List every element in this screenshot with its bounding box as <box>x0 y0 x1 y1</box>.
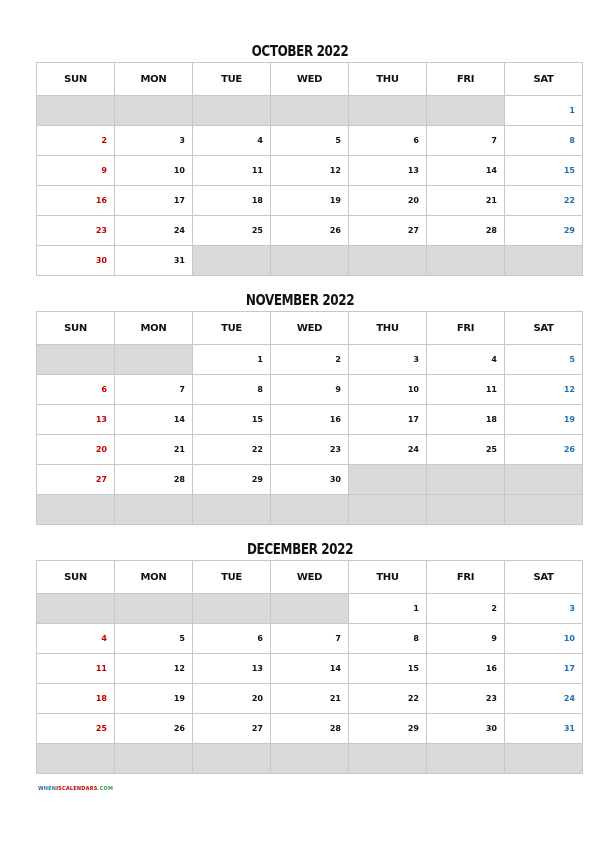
day-cell: 10 <box>505 624 583 654</box>
day-cell: 17 <box>115 186 193 216</box>
week-row <box>37 405 583 435</box>
day-cell: 12 <box>271 156 349 186</box>
empty-day-cell <box>427 495 505 525</box>
day-cell: 7 <box>427 126 505 156</box>
empty-day-cell <box>271 495 349 525</box>
day-cell: 11 <box>37 654 115 684</box>
day-cell: 27 <box>37 465 115 495</box>
week-row <box>37 246 583 276</box>
empty-day-cell <box>505 246 583 276</box>
day-cell: 21 <box>271 684 349 714</box>
day-cell: 4 <box>37 624 115 654</box>
day-cell: 5 <box>271 126 349 156</box>
day-cell: 9 <box>271 375 349 405</box>
day-cell: 9 <box>37 156 115 186</box>
weekday-header: FRI <box>427 312 505 345</box>
weekday-header: SUN <box>37 63 115 96</box>
empty-day-cell <box>349 465 427 495</box>
day-cell: 20 <box>349 186 427 216</box>
day-cell: 18 <box>37 684 115 714</box>
week-row <box>37 495 583 525</box>
day-cell: 28 <box>115 465 193 495</box>
brand-part-1: WHEN <box>38 786 57 792</box>
day-cell: 22 <box>505 186 583 216</box>
day-cell: 5 <box>115 624 193 654</box>
day-cell: 24 <box>115 216 193 246</box>
day-cell: 3 <box>505 594 583 624</box>
day-cell: 7 <box>271 624 349 654</box>
empty-day-cell <box>271 744 349 774</box>
day-cell: 29 <box>505 216 583 246</box>
empty-day-cell <box>115 744 193 774</box>
week-row <box>37 345 583 375</box>
day-cell: 26 <box>505 435 583 465</box>
day-cell: 3 <box>349 345 427 375</box>
day-cell: 2 <box>427 594 505 624</box>
day-cell: 18 <box>193 186 271 216</box>
weekday-header-row <box>37 312 583 345</box>
weekday-header: SAT <box>505 561 583 594</box>
empty-day-cell <box>193 495 271 525</box>
weekday-header: FRI <box>427 63 505 96</box>
empty-day-cell <box>505 495 583 525</box>
day-cell: 6 <box>349 126 427 156</box>
day-cell: 31 <box>115 246 193 276</box>
day-cell: 10 <box>349 375 427 405</box>
day-cell: 16 <box>37 186 115 216</box>
week-row <box>37 744 583 774</box>
day-cell: 4 <box>193 126 271 156</box>
empty-day-cell <box>193 96 271 126</box>
week-row <box>37 96 583 126</box>
day-cell: 13 <box>349 156 427 186</box>
weekday-header: WED <box>271 312 349 345</box>
empty-day-cell <box>193 744 271 774</box>
weekday-header: THU <box>349 312 427 345</box>
month-december <box>36 538 575 774</box>
day-cell: 21 <box>427 186 505 216</box>
day-cell: 24 <box>349 435 427 465</box>
day-cell: 23 <box>37 216 115 246</box>
weekday-header: TUE <box>193 312 271 345</box>
day-cell: 13 <box>193 654 271 684</box>
day-cell: 18 <box>427 405 505 435</box>
week-row <box>37 375 583 405</box>
day-cell: 28 <box>271 714 349 744</box>
empty-day-cell <box>37 96 115 126</box>
day-cell: 27 <box>193 714 271 744</box>
empty-day-cell <box>115 96 193 126</box>
day-cell: 1 <box>193 345 271 375</box>
day-cell: 8 <box>505 126 583 156</box>
week-row <box>37 435 583 465</box>
day-cell: 17 <box>505 654 583 684</box>
day-cell: 1 <box>349 594 427 624</box>
day-cell: 15 <box>349 654 427 684</box>
week-row <box>37 594 583 624</box>
empty-day-cell <box>271 96 349 126</box>
day-cell: 5 <box>505 345 583 375</box>
day-cell: 14 <box>271 654 349 684</box>
day-cell: 27 <box>349 216 427 246</box>
weekday-header: MON <box>115 561 193 594</box>
day-cell: 8 <box>193 375 271 405</box>
week-row <box>37 624 583 654</box>
weekday-header: WED <box>271 561 349 594</box>
day-cell: 19 <box>115 684 193 714</box>
month-october <box>36 40 575 276</box>
empty-day-cell <box>427 246 505 276</box>
day-cell: 1 <box>505 96 583 126</box>
empty-day-cell <box>427 744 505 774</box>
week-row <box>37 186 583 216</box>
day-cell: 2 <box>37 126 115 156</box>
day-cell: 19 <box>505 405 583 435</box>
day-cell: 16 <box>427 654 505 684</box>
empty-day-cell <box>37 345 115 375</box>
calendar-grid <box>36 62 583 276</box>
day-cell: 7 <box>115 375 193 405</box>
weekday-header: THU <box>349 63 427 96</box>
day-cell: 13 <box>37 405 115 435</box>
week-row <box>37 465 583 495</box>
week-row <box>37 156 583 186</box>
day-cell: 25 <box>427 435 505 465</box>
day-cell: 10 <box>115 156 193 186</box>
empty-day-cell <box>37 495 115 525</box>
weekday-header: MON <box>115 63 193 96</box>
month-title: NOVEMBER 2022 <box>245 291 355 309</box>
week-row <box>37 216 583 246</box>
weekday-header: FRI <box>427 561 505 594</box>
brand-part-3: .COM <box>97 786 114 792</box>
day-cell: 30 <box>37 246 115 276</box>
day-cell: 28 <box>427 216 505 246</box>
day-cell: 15 <box>193 405 271 435</box>
day-cell: 4 <box>427 345 505 375</box>
day-cell: 25 <box>193 216 271 246</box>
month-title: DECEMBER 2022 <box>246 540 354 558</box>
day-cell: 26 <box>115 714 193 744</box>
day-cell: 23 <box>427 684 505 714</box>
empty-day-cell <box>427 96 505 126</box>
empty-day-cell <box>193 246 271 276</box>
day-cell: 14 <box>427 156 505 186</box>
empty-day-cell <box>115 345 193 375</box>
day-cell: 3 <box>115 126 193 156</box>
empty-day-cell <box>271 246 349 276</box>
empty-day-cell <box>349 96 427 126</box>
empty-day-cell <box>427 465 505 495</box>
empty-day-cell <box>115 495 193 525</box>
day-cell: 22 <box>349 684 427 714</box>
empty-day-cell <box>505 744 583 774</box>
day-cell: 17 <box>349 405 427 435</box>
day-cell: 30 <box>427 714 505 744</box>
week-row <box>37 126 583 156</box>
day-cell: 29 <box>193 465 271 495</box>
day-cell: 25 <box>37 714 115 744</box>
empty-day-cell <box>37 594 115 624</box>
weekday-header: TUE <box>193 63 271 96</box>
weekday-header: SUN <box>37 312 115 345</box>
day-cell: 30 <box>271 465 349 495</box>
brand-part-2: ISCALENDARS <box>56 786 98 792</box>
day-cell: 24 <box>505 684 583 714</box>
calendar-grid <box>36 560 583 774</box>
day-cell: 2 <box>271 345 349 375</box>
day-cell: 31 <box>505 714 583 744</box>
empty-day-cell <box>349 495 427 525</box>
empty-day-cell <box>115 594 193 624</box>
week-row <box>37 714 583 744</box>
day-cell: 11 <box>193 156 271 186</box>
empty-day-cell <box>271 594 349 624</box>
empty-day-cell <box>349 744 427 774</box>
day-cell: 12 <box>115 654 193 684</box>
day-cell: 12 <box>505 375 583 405</box>
month-title: OCTOBER 2022 <box>251 42 349 60</box>
weekday-header: WED <box>271 63 349 96</box>
month-november <box>36 289 575 525</box>
day-cell: 19 <box>271 186 349 216</box>
empty-day-cell <box>505 465 583 495</box>
day-cell: 21 <box>115 435 193 465</box>
empty-day-cell <box>193 594 271 624</box>
weekday-header: THU <box>349 561 427 594</box>
day-cell: 8 <box>349 624 427 654</box>
day-cell: 16 <box>271 405 349 435</box>
day-cell: 20 <box>193 684 271 714</box>
day-cell: 6 <box>193 624 271 654</box>
day-cell: 20 <box>37 435 115 465</box>
day-cell: 11 <box>427 375 505 405</box>
day-cell: 26 <box>271 216 349 246</box>
calendar-grid <box>36 311 583 525</box>
weekday-header-row <box>37 561 583 594</box>
empty-day-cell <box>349 246 427 276</box>
empty-day-cell <box>37 744 115 774</box>
weekday-header: SUN <box>37 561 115 594</box>
day-cell: 9 <box>427 624 505 654</box>
day-cell: 14 <box>115 405 193 435</box>
weekday-header: TUE <box>193 561 271 594</box>
weekday-header: SAT <box>505 63 583 96</box>
day-cell: 6 <box>37 375 115 405</box>
day-cell: 23 <box>271 435 349 465</box>
day-cell: 29 <box>349 714 427 744</box>
weekday-header-row <box>37 63 583 96</box>
footer-brand[interactable] <box>38 786 113 792</box>
weekday-header: MON <box>115 312 193 345</box>
week-row <box>37 684 583 714</box>
day-cell: 22 <box>193 435 271 465</box>
week-row <box>37 654 583 684</box>
weekday-header: SAT <box>505 312 583 345</box>
day-cell: 15 <box>505 156 583 186</box>
